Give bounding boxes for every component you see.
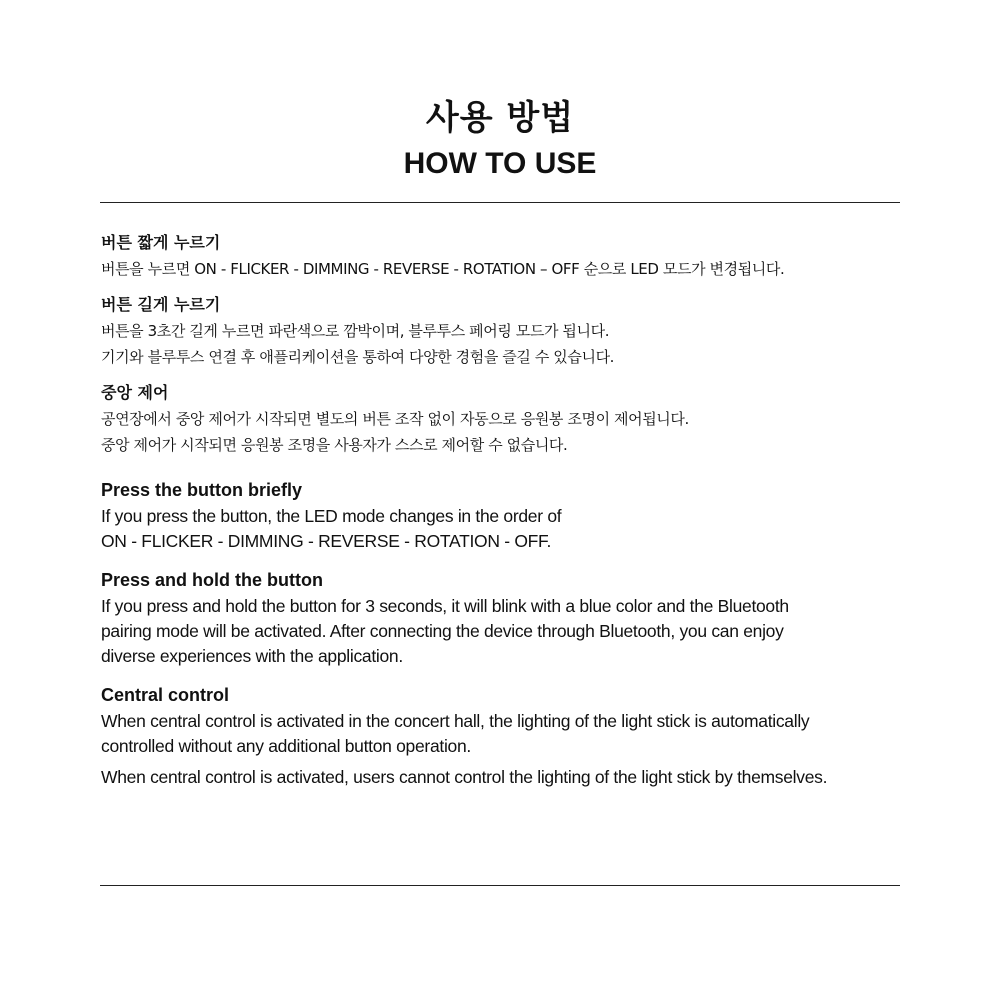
- section-text-line: 공연장에서 중앙 제어가 시작되면 별도의 버튼 조작 없이 자동으로 응원봉 조명이 제어됩니다.: [101, 410, 689, 428]
- section-heading: 버튼 짧게 누르기: [101, 233, 221, 252]
- page-title-english: HOW TO USE: [403, 147, 597, 180]
- section-en-long-press: [101, 566, 911, 669]
- instructions-content: [101, 230, 911, 802]
- section-heading: Central control: [101, 685, 230, 705]
- section-heading: 중앙 제어: [101, 383, 169, 402]
- section-heading: 버튼 길게 누르기: [101, 295, 221, 314]
- section-en-short-press: [101, 476, 911, 554]
- section-text-line: diverse experiences with the application.: [101, 646, 403, 666]
- section-text-line: controlled without any additional button operation.: [101, 736, 471, 756]
- section-text-line: When central control is activated in the concert hall, the lighting of the light stick is automatically: [101, 711, 810, 731]
- english-instructions: [101, 476, 911, 790]
- section-text-line: When central control is activated, users cannot control the lighting of the light stick by themselves.: [101, 767, 828, 787]
- section-text-line: 기기와 블루투스 연결 후 애플리케이션을 통하여 다양한 경험을 즐길 수 있습니다.: [101, 348, 615, 366]
- section-text-line: If you press the button, the LED mode changes in the order of: [101, 506, 562, 526]
- section-heading: Press and hold the button: [101, 570, 324, 590]
- section-text-line: pairing mode will be activated. After connecting the device through Bluetooth, you can enjoy: [101, 621, 784, 641]
- section-text-line: ON - FLICKER - DIMMING - REVERSE - ROTATION - OFF.: [101, 531, 552, 551]
- top-divider: [100, 202, 900, 203]
- section-text-line: If you press and hold the button for 3 seconds, it will blink with a blue color and the Bluetooth: [101, 596, 789, 616]
- section-ko-long-press: [101, 292, 911, 370]
- section-ko-central-control: [101, 380, 911, 458]
- page-title-korean: 사용 방법: [425, 98, 575, 138]
- section-en-central-control: [101, 681, 911, 790]
- section-text-line: 중앙 제어가 시작되면 응원봉 조명을 사용자가 스스로 제어할 수 없습니다.: [101, 436, 568, 454]
- section-heading: Press the button briefly: [101, 480, 303, 500]
- bottom-divider: [100, 885, 900, 886]
- section-ko-short-press: [101, 230, 911, 282]
- section-text-line: 버튼을 3초간 길게 누르면 파란색으로 깜박이며, 블루투스 페어링 모드가 됩니다.: [101, 322, 610, 340]
- page-header: [0, 96, 1000, 184]
- section-text-line: 버튼을 누르면 ON - FLICKER - DIMMING - REVERSE - ROTATION – OFF 순으로 LED 모드가 변경됩니다.: [101, 260, 785, 278]
